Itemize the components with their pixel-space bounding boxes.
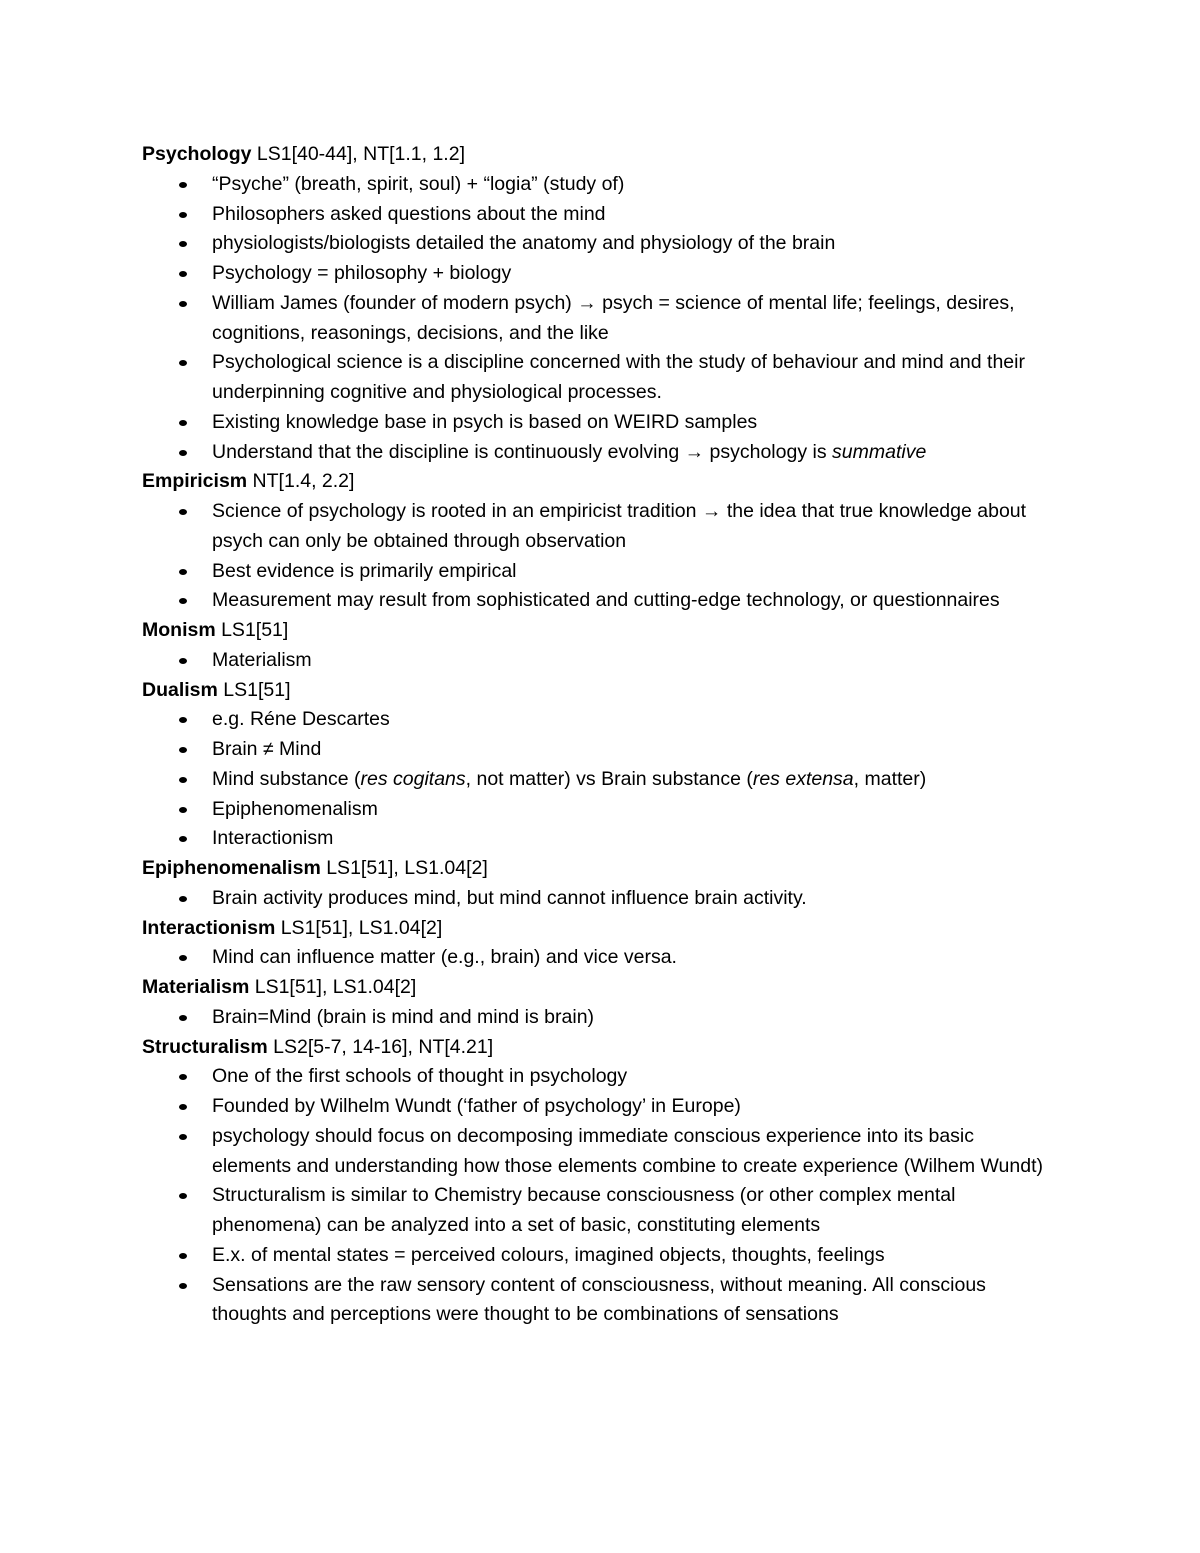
- item-text: Understand that the discipline is continuously evolving → psychology is: [212, 440, 833, 463]
- section-references: LS1[51], LS1.04[2]: [275, 916, 443, 939]
- section-1: [142, 467, 1052, 616]
- section-references: LS1[51], LS1.04[2]: [249, 976, 417, 998]
- bullet-icon: [179, 807, 187, 813]
- section-6: [142, 973, 1052, 1033]
- list-item: [142, 1271, 1052, 1331]
- section-heading: [142, 676, 1052, 706]
- list-item: [142, 170, 1052, 200]
- list-item: [142, 705, 1052, 735]
- section-references: LS1[40-44], NT[1.1, 1.2]: [251, 143, 465, 165]
- bullet-list: [142, 943, 1052, 973]
- section-title: Structuralism: [142, 1035, 268, 1058]
- list-item: [142, 259, 1052, 289]
- italic-text: res cogitans: [360, 767, 466, 790]
- section-title: Interactionism: [142, 916, 276, 939]
- list-item: [142, 438, 1052, 468]
- item-text: Psychology = philosophy + biology: [212, 262, 512, 284]
- item-text: Best evidence is primarily empirical: [212, 559, 517, 582]
- section-7: [142, 1033, 1052, 1331]
- bullet-icon: [179, 1283, 187, 1289]
- bullet-icon: [179, 271, 187, 277]
- list-item: [142, 408, 1052, 438]
- item-text: Mind substance (: [212, 767, 361, 790]
- item-text: physiologists/biologists detailed the anatomy and physiology of the brain: [212, 232, 836, 255]
- section-5: [142, 914, 1052, 974]
- list-item: [142, 497, 1052, 557]
- section-title: Dualism: [142, 678, 218, 701]
- item-text: e.g. Réne Descartes: [212, 708, 390, 731]
- bullet-icon: [179, 1193, 187, 1199]
- bullet-icon: [179, 360, 187, 366]
- bullet-icon: [179, 301, 187, 307]
- item-text: , matter): [853, 767, 927, 790]
- item-text: Materialism: [212, 648, 312, 671]
- list-item: [142, 289, 1052, 349]
- bullet-icon: [179, 1253, 187, 1259]
- section-heading: [142, 914, 1052, 944]
- bullet-list: [142, 497, 1052, 616]
- item-text: Science of psychology is rooted in an empiricist tradition → the idea that true knowledge about psych can only be obtained through observation: [212, 500, 1027, 552]
- section-heading: [142, 1033, 1052, 1063]
- bullet-icon: [179, 1015, 187, 1021]
- section-0: [142, 140, 1052, 467]
- section-heading: [142, 467, 1052, 497]
- bullet-icon: [179, 1104, 187, 1110]
- item-text: Founded by Wilhelm Wundt (‘father of psychology’ in Europe): [212, 1095, 741, 1117]
- item-text: Existing knowledge base in psych is based on WEIRD samples: [212, 410, 758, 433]
- section-heading: [142, 973, 1052, 1003]
- section-references: NT[1.4, 2.2]: [247, 470, 355, 493]
- bullet-list: [142, 705, 1052, 854]
- list-item: [142, 735, 1052, 765]
- item-text: Brain=Mind (brain is mind and mind is brain): [212, 1005, 595, 1028]
- item-text: Interactionism: [212, 827, 334, 850]
- list-item: [142, 884, 1052, 914]
- item-text: , not matter) vs Brain substance (: [465, 767, 753, 790]
- item-text: “Psyche” (breath, spirit, soul) + “logia” (study of): [212, 172, 625, 195]
- bullet-list: [142, 170, 1052, 468]
- bullet-icon: [179, 836, 187, 842]
- section-title: Epiphenomenalism: [142, 857, 321, 879]
- section-title: Monism: [142, 619, 216, 641]
- item-text: One of the first schools of thought in psychology: [212, 1065, 628, 1088]
- list-item: [142, 1122, 1052, 1182]
- section-heading: [142, 854, 1052, 884]
- bullet-icon: [179, 717, 187, 723]
- bullet-icon: [179, 955, 187, 961]
- item-text: E.x. of mental states = perceived colours, imagined objects, thoughts, feelings: [212, 1243, 885, 1266]
- item-text: Epiphenomenalism: [212, 797, 378, 820]
- bullet-icon: [179, 1134, 187, 1140]
- bullet-icon: [179, 896, 187, 902]
- bullet-list: [142, 1003, 1052, 1033]
- italic-text: summative: [832, 440, 927, 463]
- bullet-icon: [179, 747, 187, 753]
- bullet-icon: [179, 182, 187, 188]
- list-item: [142, 646, 1052, 676]
- item-text: Brain ≠ Mind: [212, 738, 322, 760]
- list-item: [142, 1092, 1052, 1122]
- section-2: [142, 616, 1052, 676]
- item-text: Mind can influence matter (e.g., brain) and vice versa.: [212, 946, 677, 969]
- list-item: [142, 557, 1052, 587]
- section-heading: [142, 616, 1052, 646]
- section-title: Empiricism: [142, 470, 248, 493]
- list-item: [142, 586, 1052, 616]
- list-item: [142, 824, 1052, 854]
- bullet-list: [142, 1062, 1052, 1330]
- bullet-icon: [179, 509, 187, 515]
- list-item: [142, 765, 1052, 795]
- section-title: Psychology: [142, 143, 252, 165]
- item-text: Structuralism is similar to Chemistry because consciousness (or other complex mental phenomena) can be analyzed into a set of basic, constituting elements: [212, 1184, 956, 1236]
- item-text: psychology should focus on decomposing immediate conscious experience into its basic elements and understanding how those elements combine to create experience (Wilhem Wundt): [212, 1124, 1044, 1177]
- item-text: Sensations are the raw sensory content of consciousness, without meaning. All conscious thoughts and perceptions were thought to be combinations of sensations: [212, 1273, 986, 1326]
- bullet-icon: [179, 658, 187, 664]
- section-references: LS2[5-7, 14-16], NT[4.21]: [267, 1035, 494, 1058]
- section-title: Materialism: [142, 976, 250, 998]
- list-item: [142, 943, 1052, 973]
- section-references: LS1[51], LS1.04[2]: [320, 857, 488, 879]
- bullet-icon: [179, 212, 187, 218]
- section-references: LS1[51]: [217, 678, 291, 701]
- document-page: [142, 140, 1052, 1330]
- bullet-icon: [179, 569, 187, 575]
- list-item: [142, 1062, 1052, 1092]
- bullet-icon: [179, 598, 187, 604]
- item-text: Philosophers asked questions about the mind: [212, 202, 606, 225]
- item-text: Measurement may result from sophisticated and cutting-edge technology, or questionnaires: [212, 589, 1000, 612]
- list-item: [142, 348, 1052, 408]
- bullet-icon: [179, 241, 187, 247]
- section-3: [142, 676, 1052, 855]
- list-item: [142, 1181, 1052, 1241]
- list-item: [142, 200, 1052, 230]
- item-text: Psychological science is a discipline concerned with the study of behaviour and mind and their underpinning cognitive and physiological processes.: [212, 351, 1025, 403]
- list-item: [142, 1241, 1052, 1271]
- bullet-icon: [179, 777, 187, 783]
- section-4: [142, 854, 1052, 914]
- bullet-icon: [179, 420, 187, 426]
- section-heading: [142, 140, 1052, 170]
- list-item: [142, 1003, 1052, 1033]
- item-text: Brain activity produces mind, but mind cannot influence brain activity.: [212, 886, 807, 909]
- list-item: [142, 795, 1052, 825]
- item-text: William James (founder of modern psych) → psych = science of mental life; feelings, desires, cognitions, reasonings, decisions, and the like: [212, 291, 1015, 344]
- bullet-list: [142, 884, 1052, 914]
- bullet-icon: [179, 1074, 187, 1080]
- section-references: LS1[51]: [215, 619, 289, 641]
- bullet-list: [142, 646, 1052, 676]
- bullet-icon: [179, 450, 187, 456]
- italic-text: res extensa: [752, 767, 854, 790]
- list-item: [142, 229, 1052, 259]
